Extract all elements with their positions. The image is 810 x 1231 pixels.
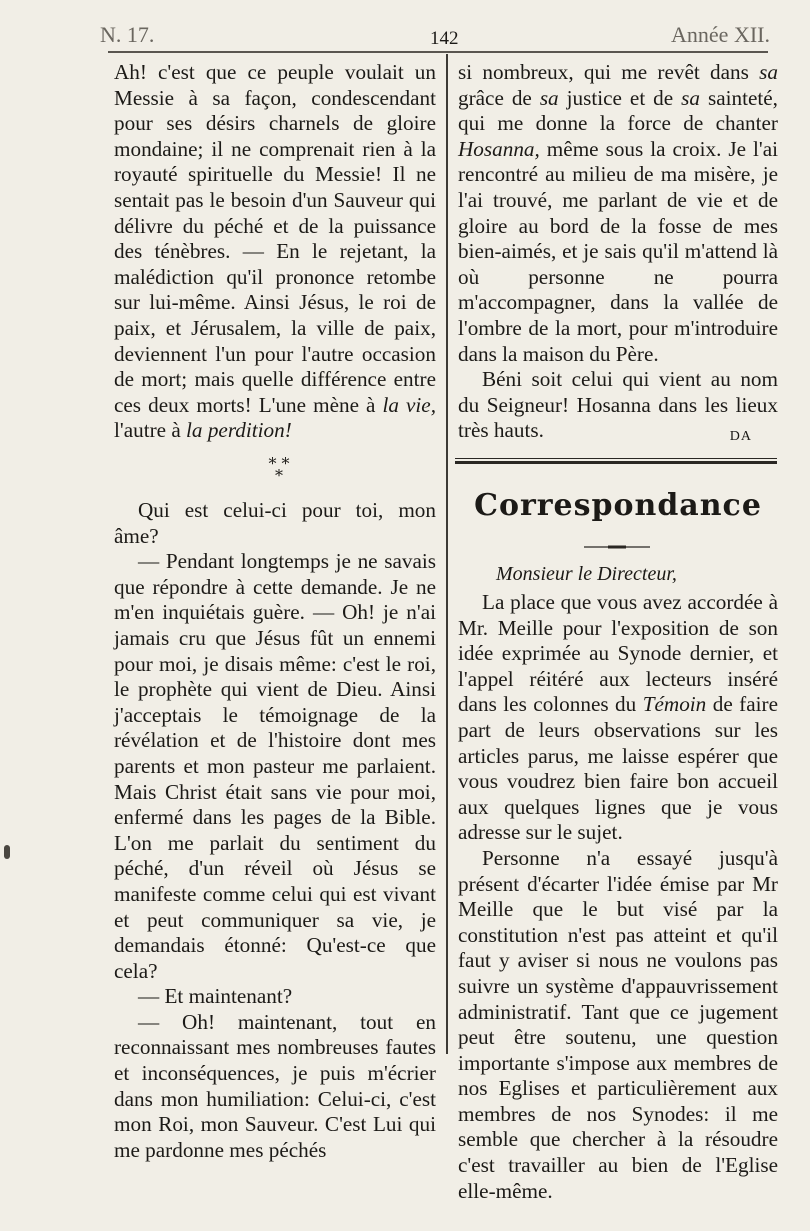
page-header	[100, 22, 770, 50]
issue-number: N. 17.	[100, 22, 155, 47]
right-column-bottom	[458, 590, 778, 1204]
year-label: Année XII.	[671, 22, 770, 47]
paragraph: — Pendant longtemps je ne savais que répondre à cette demande. Je ne m'en inquiétais guère. — Oh! je n'ai jamais cru que Jésus fût un ennemi pour moi, je disais même: c'est le roi, le prophète qui vient de Dieu. Ainsi j'acceptais le témoignage de la révélation et de l'histoire dont mes parents et mon pasteur me parlaient. Mais Christ était sans vie pour moi, enfermé dans les pages de la Bible. L'on me parlait du sentiment du péché, d'un réveil où Jésus se manifeste comme celui qui est vivant et peut communiquer sa vie, je demandais étonné: Qu'est-ce que cela?	[114, 549, 436, 983]
section-rule-thin	[455, 458, 777, 459]
paragraph: Personne n'a essayé jusqu'à présent d'écarter l'idée émise par Mr Meille que le but visé par la constitution n'est pas atteint et qu'il faut y aviser si nous ne voulons pas suivre un système d'appauvrissement administratif. Tant que ce jugement peut être soutenu, une question importante s'impose aux membres de nos Eglises et particulièrement aux membres de nos Synodes: il me semble que chercher à la résoudre c'est travailler au bien de l'Eglise elle-même.	[458, 845, 778, 1203]
paragraph: Béni soit celui qui vient au nom du Seigneur! Hosanna dans les lieux très hauts. DA	[458, 367, 778, 444]
paragraph: — Oh! maintenant, tout en reconnaissant mes nombreuses fautes et inconséquences, je puis m'écrier dans mon humiliation: Celui-ci, c'est mon Roi, mon Sauveur. C'est Lui qui me pardonne mes péchés	[114, 1009, 436, 1162]
header-rule	[108, 51, 768, 53]
left-column-top	[114, 60, 436, 444]
section-rule-thick	[455, 461, 777, 464]
salutation: Monsieur le Directeur,	[496, 563, 677, 585]
column-divider	[446, 54, 448, 1054]
right-column-top	[458, 60, 778, 450]
paragraph: — Et maintenant?	[138, 984, 293, 1009]
paragraph: si nombreux, qui me revêt dans sa grâce de sa justice et de sa sainteté, qui me donne la force de chanter Hosanna, même sous la croix. Je l'ai rencontré au milieu de ma misère, je l'ai trouvé, me parlant de vie et de gloire au bord de la fosse de mes bien-aimés, et je sais qu'il m'attend là où personne ne pourra m'accompagner, dans la vallée de l'ombre de la mort, pour m'introduire dans la maison du Père.	[458, 60, 778, 366]
paragraph: La place que vous avez accordée à Mr. Meille pour l'exposition de son idée exprimée au Synode dernier, et l'appel réitéré aux lecteurs inséré dans les colonnes du Témoin de faire part de leurs observations sur les articles parus, me laisse espérer que vous voudrez bien faire bon accueil aux quelques lignes que je vous adresse sur le sujet.	[458, 590, 778, 845]
page-number: 142	[430, 28, 459, 49]
signature: DA	[729, 429, 752, 445]
section-title: Correspondance	[474, 488, 762, 523]
title-ornament	[582, 542, 652, 552]
margin-ink-mark	[4, 845, 10, 859]
left-column-bottom	[114, 498, 436, 1163]
section-separator-stars: * * *	[268, 454, 290, 485]
paragraph: Ah! c'est que ce peuple voulait un Messie à sa façon, condescendant pour ses désirs charnels de gloire mondaine; il ne comprenait rien à la royauté spirituelle du Messie! Il ne sentait pas le besoin d'un Sauveur qui délivre du péché et de la puissance des ténèbres. — En le rejetant, la malédiction qu'il prononce retombe sur lui-même. Ainsi Jésus, le roi de paix, et Jérusalem, la ville de paix, deviennent l'un pour l'autre occasion de mort; mais quelle différence entre ces deux morts! L'une mène à la vie, l'autre à la perdition!	[114, 60, 436, 443]
paragraph: Qui est celui-ci pour toi, mon âme?	[114, 498, 436, 548]
